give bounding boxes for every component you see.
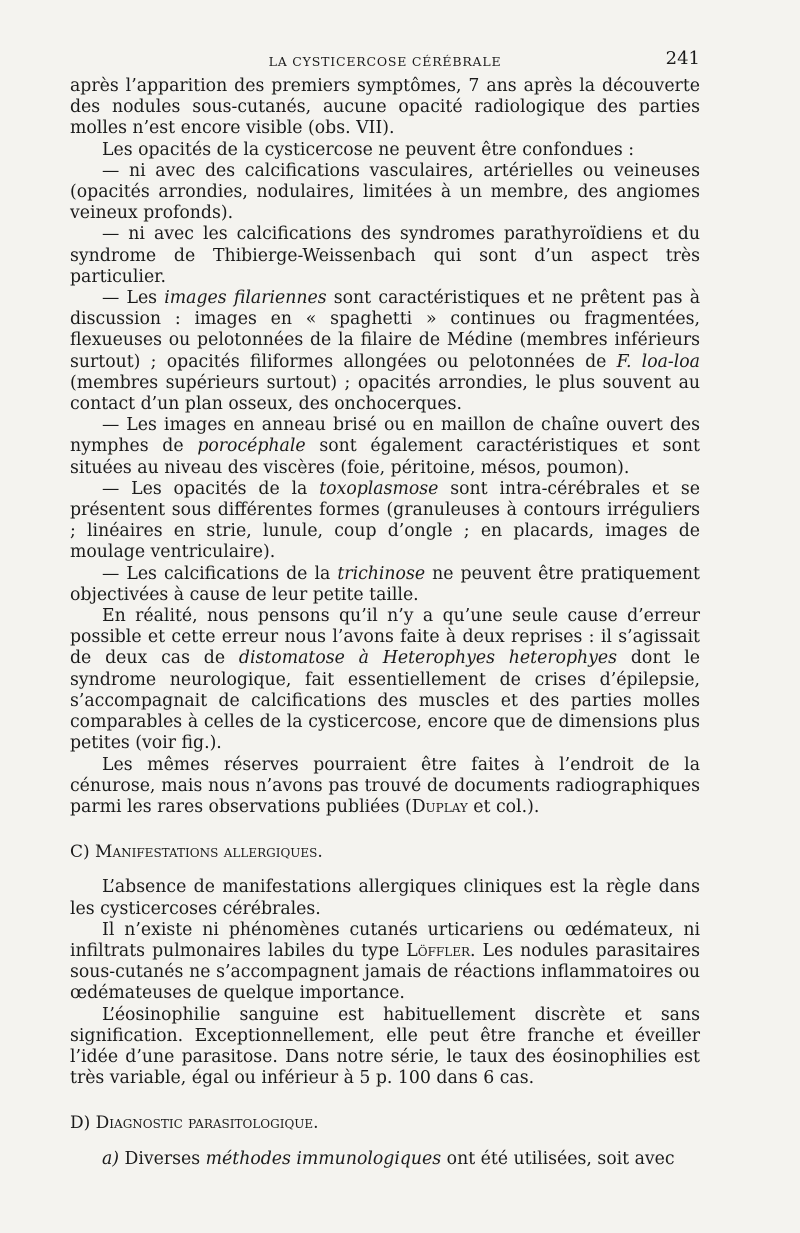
paragraph-14: a) Diverses méthodes immunologiques ont été utilisées, soit avec: [102, 1148, 675, 1169]
paragraph-12: Il n’existe ni phénomènes cutanés urticariens ou œdémateux, ni infiltrats pulmonaires labiles du type Löffler. Les nodules parasitaires sous-cutanés ne s’accompagnent jamais de réactions inflammatoires ou œdémateuses de quelque importance.: [70, 919, 700, 1004]
page: [70, 48, 700, 1170]
section-heading-d: D) Diagnostic parasitologique.: [70, 1113, 319, 1134]
paragraph-1: après l’apparition des premiers symptômes, 7 ans après la découverte des nodules sous-cutanés, aucune opacité radiologique des parties molles n’est encore visible (obs. VII).: [70, 76, 700, 139]
running-title: LA CYSTICERCOSE CÉRÉBRALE: [268, 54, 502, 69]
paragraph-4: — ni avec les calcifications des syndromes parathyroïdiens et du syndrome de Thibierge-Weissenbach qui sont d’un aspect très particulier.: [70, 224, 700, 287]
paragraph-8: — Les calcifications de la trichinose ne peuvent être pratiquement objectivées à cause de leur petite taille.: [70, 563, 700, 605]
body-text: [70, 76, 700, 1170]
paragraph-3: — ni avec des calcifications vasculaires, artérielles ou veineuses (opacités arrondies, nodulaires, limitées à un membre, des angiomes veineux profonds).: [70, 160, 700, 224]
paragraph-7: — Les opacités de la toxoplasmose sont intra-cérébrales et se présentent sous différentes formes (granuleuses à contours irréguliers ; linéaires en strie, lunule, coup d’ongle ; en placards, images de moulage ventriculaire).: [70, 478, 701, 563]
section-heading-c: C) Manifestations allergiques.: [70, 842, 323, 863]
paragraph-10: Les mêmes réserves pourraient être faites à l’endroit de la cénurose, mais nous n’avons pas trouvé de documents radiographiques parmi les rares observations publiées (Duplay et col.).: [70, 754, 700, 817]
page-number: 241: [665, 48, 700, 69]
paragraph-9: En réalité, nous pensons qu’il n’y a qu’une seule cause d’erreur possible et cette erreur nous l’avons faite à deux reprises : il s’agissait de deux cas de distomatose à Heterophyes heterophyes dont le syndrome neurologique, fait essentiellement de crises d’épilepsie, s’accompagnait de calcifications des muscles et des parties molles comparables à celles de la cysticercose, encore que de dimensions plus petites (voir fig.).: [70, 606, 700, 754]
page-header: [70, 48, 700, 76]
paragraph-2: Les opacités de la cysticercose ne peuvent être confondues :: [102, 139, 635, 160]
paragraph-13: L’éosinophilie sanguine est habituellement discrète et sans signification. Exceptionnellement, elle peut être franche et éveiller l’idée d’une parasitose. Dans notre série, le taux des éosinophilies est très variable, égal ou inférieur à 5 p. 100 dans 6 cas.: [70, 1004, 700, 1089]
paragraph-6: — Les images en anneau brisé ou en maillon de chaîne ouvert des nymphes de porocéphale sont également caractéristiques et sont situées au niveau des viscères (foie, péritoine, mésos, poumon).: [70, 415, 700, 478]
paragraph-11: L’absence de manifestations allergiques cliniques est la règle dans les cysticercoses cérébrales.: [70, 877, 700, 919]
paragraph-5: — Les images filariennes sont caractéristiques et ne prêtent pas à discussion : images en « spaghetti » continues ou fragmentées, flexueuses ou pelotonnées de la filaire de Médine (membres inférieurs surtout) ; opacités filiformes allongées ou pelotonnées de F. loa-loa (membres supérieurs surtout) ; opacités arrondies, le plus souvent au contact d’un plan osseux, des onchocerques.: [70, 288, 700, 415]
